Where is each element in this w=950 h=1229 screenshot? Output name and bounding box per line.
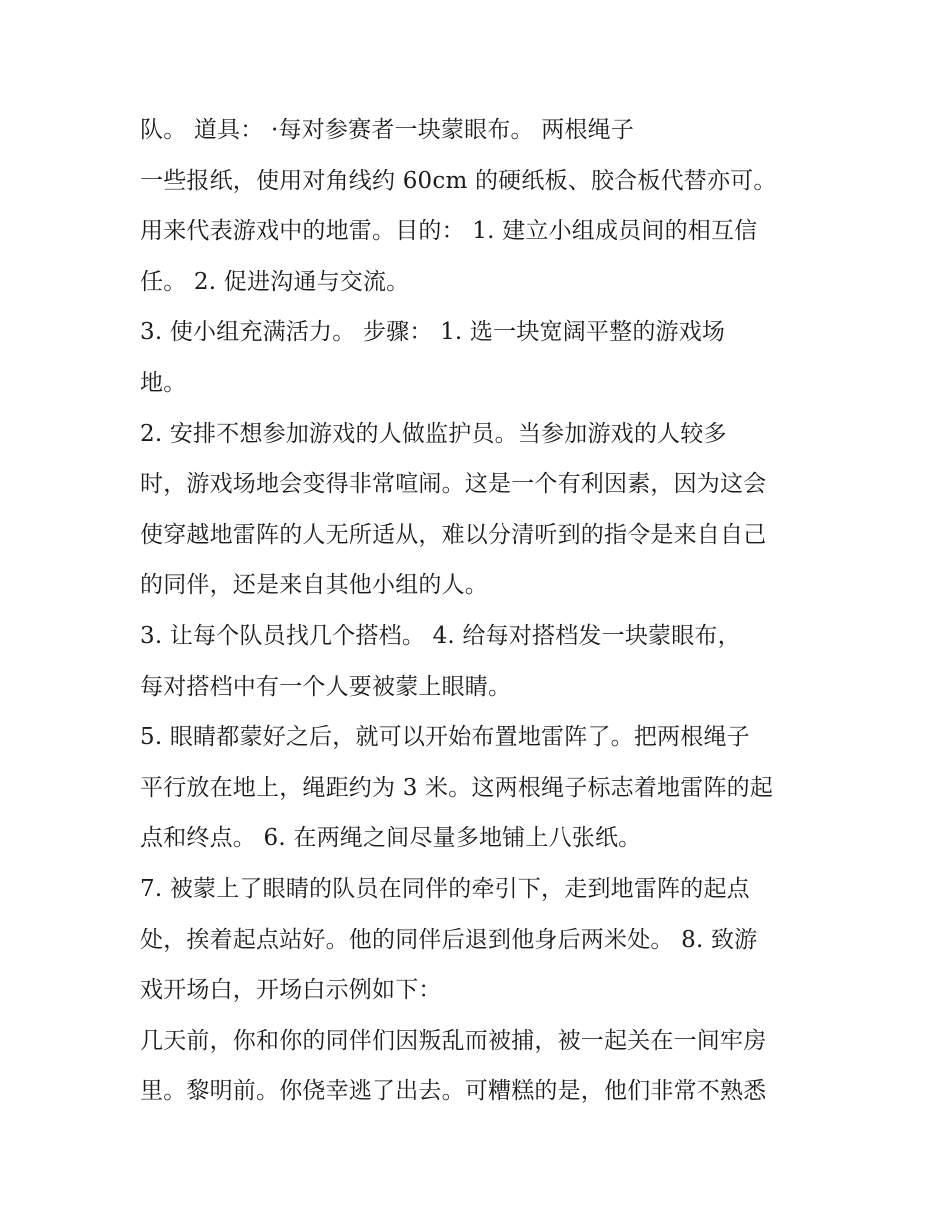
text-line: 地。 — [140, 369, 187, 396]
text-line: 处，挨着起点站好。他的同伴后退到他身后两米处。 8. 致游 — [140, 926, 758, 953]
text-line: 用来代表游戏中的地雷。目的： 1. 建立小组成员间的相互信 — [140, 218, 758, 245]
text-line: 5. 眼睛都蒙好之后，就可以开始布置地雷阵了。把两根绳子 — [140, 724, 750, 751]
text-line: 使穿越地雷阵的人无所适从，难以分清听到的指令是来自自己 — [140, 521, 767, 548]
text-line: 任。 2. 促进沟通与交流。 — [140, 268, 410, 295]
text-line: 平行放在地上，绳距约为 3 米。这两根绳子标志着地雷阵的起 — [140, 774, 774, 801]
text-line: 时，游戏场地会变得非常喧闹。这是一个有利因素，因为这会 — [140, 471, 767, 498]
text-line: 3. 让每个队员找几个搭档。 4. 给每对搭档发一块蒙眼布， — [140, 622, 741, 649]
text-line: 队。 道具： ·每对参赛者一块蒙眼布。 两根绳子 — [140, 117, 635, 143]
text-line: 每对搭档中有一个人要被蒙上眼睛。 — [140, 673, 512, 700]
text-line: 7. 被蒙上了眼睛的队员在同伴的牵引下，走到地雷阵的起点 — [140, 875, 750, 902]
text-line: 里。黎明前。你侥幸逃了出去。可糟糕的是，他们非常不熟悉 — [140, 1078, 767, 1105]
text-line: 2. 安排不想参加游戏的人做监护员。当参加游戏的人较多 — [140, 420, 727, 447]
document-body — [140, 105, 830, 1117]
text-line: 3. 使小组充满活力。 步骤： 1. 选一块宽阔平整的游戏场 — [140, 319, 726, 346]
text-line: 的同伴，还是来自其他小组的人。 — [140, 572, 488, 599]
text-line: 一些报纸，使用对角线约 60cm 的硬纸板、胶合板代替亦可。 — [140, 167, 777, 194]
text-line: 点和终点。 6. 在两绳之间尽量多地铺上八张纸。 — [140, 825, 642, 852]
text-line: 几天前，你和你的同伴们因叛乱而被捕，被一起关在一间牢房 — [140, 1027, 767, 1054]
text-line: 戏开场白，开场白示例如下： — [140, 977, 442, 1004]
